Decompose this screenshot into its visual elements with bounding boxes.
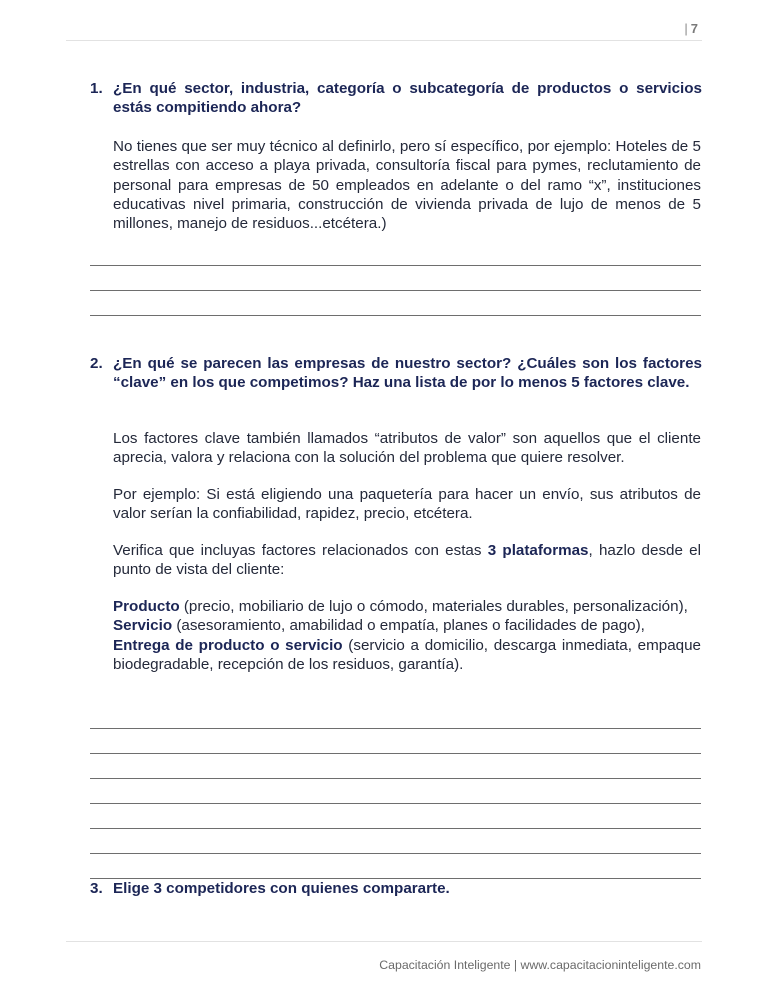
footer-rule [66, 941, 702, 942]
platform-item-entrega [113, 636, 701, 675]
platform-name: Entrega de producto o servicio [113, 636, 343, 654]
question-2-example-paragraph: Por ejemplo: Si está eligiendo una paquetería para hacer un envío, sus atributos de valor serían la confiabilidad, rapidez, precio, etcétera. [113, 486, 701, 523]
answer-line[interactable] [90, 753, 701, 754]
question-2-key-factors-paragraph: Los factores clave también llamados “atributos de valor” son aquellos que el cliente aprecia, valora y relaciona con la solución del problema que quiere resolver. [113, 430, 701, 467]
answer-line[interactable] [90, 728, 701, 729]
platform-name: Producto [113, 598, 180, 615]
header-rule [66, 40, 702, 41]
platform-name: Servicio [113, 617, 173, 635]
answer-line[interactable] [90, 290, 701, 291]
question-number: 2. [90, 355, 103, 372]
platform-detail: (asesoramiento, amabilidad o empatía, planes o facilidades de pago), [172, 617, 645, 635]
question-1-explanation: No tienes que ser muy técnico al definirlo, pero sí específico, por ejemplo: Hoteles de 5 estrellas con acceso a playa privada, consultoría fiscal para pymes, reclutamiento de personal para empresas de 50 empleados en adelante o del ramo “x”, instituciones educativas nivel primaria, construcción de vivienda privada de lujo de menos de 5 millones, manejo de residuos...etcétera.) [113, 138, 701, 233]
answer-line[interactable] [90, 778, 701, 779]
platforms-list [113, 597, 701, 674]
page-number-separator: | [684, 21, 688, 36]
question-title: ¿En qué se parecen las empresas de nuestro sector? ¿Cuáles son los factores “clave” en los que competimos? Haz una lista de por lo menos 5 factores clave. [113, 355, 702, 392]
question-title: Elige 3 competidores con quienes compararte. [113, 880, 450, 897]
answer-line[interactable] [90, 828, 701, 829]
answer-line[interactable] [90, 853, 701, 854]
page-number-value: 7 [690, 21, 698, 36]
question-number: 1. [90, 80, 103, 97]
answer-line[interactable] [90, 315, 701, 316]
question-3-heading [90, 879, 702, 898]
question-number: 3. [90, 880, 103, 897]
question-title: ¿En qué sector, industria, categoría o subcategoría de productos o servicios estás compitiendo ahora? [113, 80, 702, 117]
question-2-verify-paragraph [113, 541, 701, 580]
question-1-heading [90, 79, 702, 118]
platform-detail: (servicio a domicilio, descarga inmediata, empaque biodegradable, recepción de los residuos, garantía). [113, 636, 702, 673]
page-number [684, 21, 698, 36]
answer-line[interactable] [90, 265, 701, 266]
platform-item-servicio [113, 616, 701, 635]
question-2-heading [90, 354, 702, 393]
platform-detail: (precio, mobiliario de lujo o cómodo, materiales durables, personalización), [179, 598, 688, 615]
answer-line[interactable] [90, 803, 701, 804]
platform-item-producto [113, 597, 701, 616]
footer-text: Capacitación Inteligente | www.capacitacioninteligente.com [379, 958, 701, 972]
verify-text-bold: 3 plataformas [487, 542, 589, 559]
verify-text-before: Verifica que incluyas factores relacionados con estas [113, 542, 488, 559]
verify-text-after: , hazlo desde el punto de vista del cliente: [113, 542, 702, 579]
